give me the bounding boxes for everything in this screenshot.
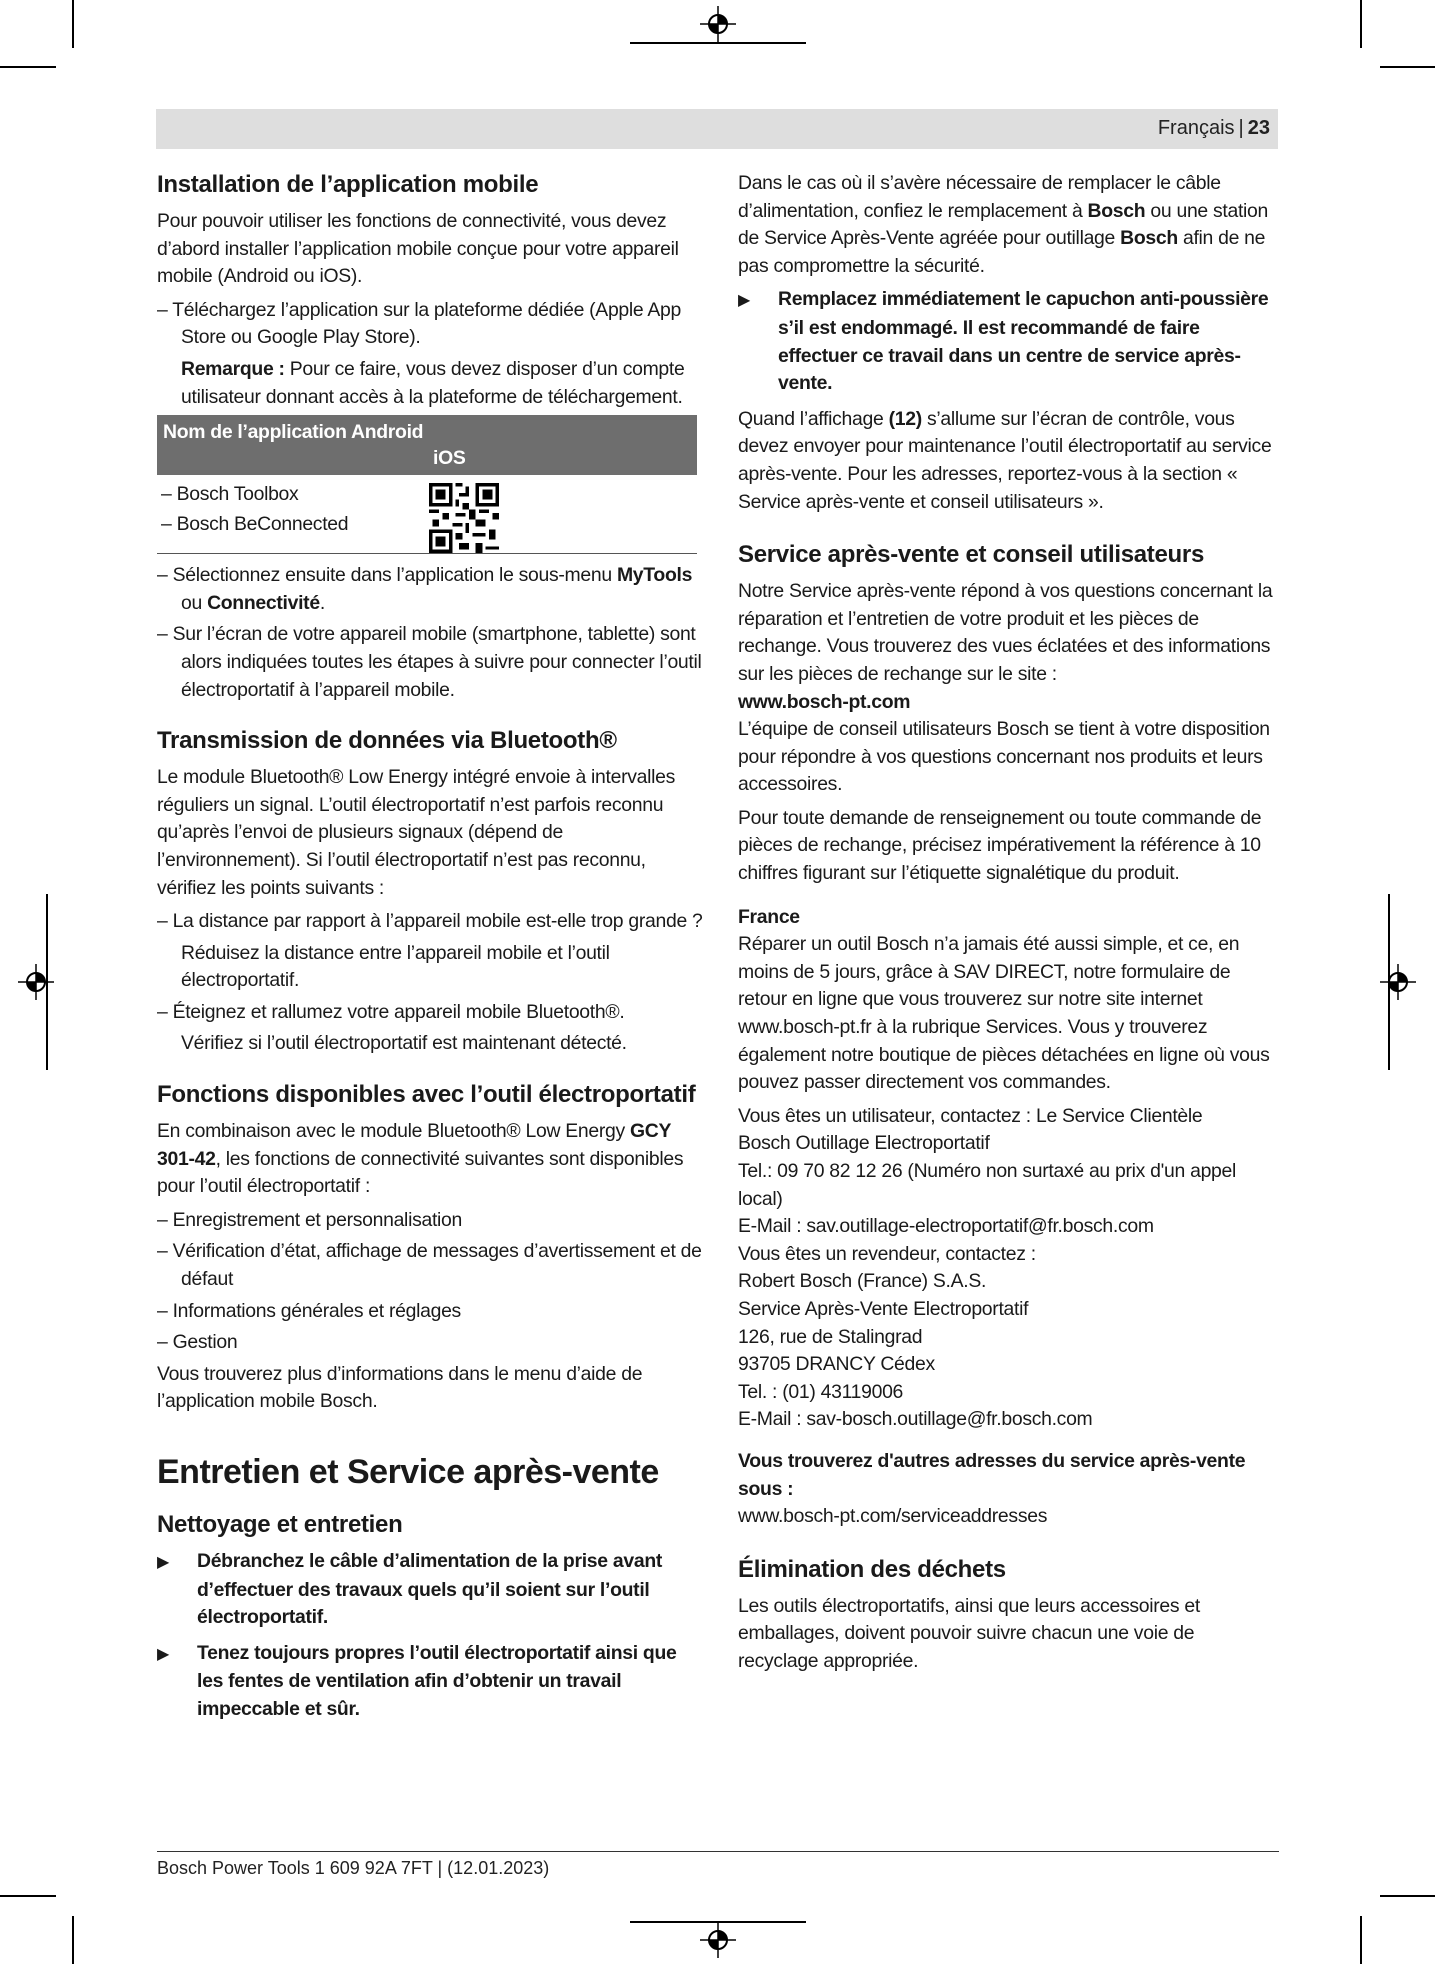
warning-text: Débranchez le câble d’alimentation de la prise avant d’effectuer des travaux quels qu’il soient sur l’outil électroportatif. bbox=[197, 1550, 663, 1629]
list-item: – Vérification d’état, affichage de messages d’avertissement et de défaut bbox=[157, 1240, 702, 1291]
item-reference: (12) bbox=[888, 407, 922, 430]
list-item: – Sur l’écran de votre appareil mobile (smartphone, tablette) sont alors indiquées toutes les étapes à suivre pour connecter l’outil électroportatif à l’appareil mobile. bbox=[157, 623, 702, 701]
text-run: afin de ne pas compromettre la sécurité. bbox=[738, 227, 1266, 277]
triangle-bullet-icon: ▶ bbox=[157, 1645, 170, 1663]
list-item: – Téléchargez l’application sur la plateforme dédiée (Apple App Store ou Google Play Store). bbox=[157, 298, 682, 349]
table-head-android: Nom de l’application Android bbox=[163, 421, 424, 444]
list-item bbox=[157, 562, 707, 617]
list-item: – Gestion bbox=[157, 1331, 238, 1354]
paragraph bbox=[738, 406, 1278, 516]
registration-mark-icon bbox=[700, 1922, 736, 1958]
warning-item bbox=[738, 286, 1278, 397]
list-item: – Informations générales et réglages bbox=[157, 1299, 461, 1322]
paragraph: Pour pouvoir utiliser les fonctions de connectivité, vous devez d’abord installer l’application mobile conçue pour votre appareil mobile (Android ou iOS). bbox=[157, 210, 679, 288]
brand-name: Bosch bbox=[1087, 199, 1146, 222]
section-title-service: Service après-vente et conseil utilisateurs bbox=[738, 541, 1204, 569]
app-table-body bbox=[157, 475, 697, 553]
contact-line: Bosch Outillage Electroportatif bbox=[738, 1132, 990, 1155]
page-footer: Bosch Power Tools 1 609 92A 7FT | (12.01.2023) bbox=[157, 1858, 550, 1878]
app-table-header bbox=[157, 415, 697, 475]
crop-mark bbox=[72, 1916, 74, 1964]
text-run: Dans le cas où il s’avère nécessaire de remplacer le câble d’alimentation, confiez le remplacement à bbox=[738, 172, 1221, 222]
crop-mark bbox=[72, 0, 74, 48]
note bbox=[157, 356, 707, 411]
page-header-label: Français | 23 bbox=[1157, 117, 1270, 139]
page-number: 23 bbox=[1247, 117, 1270, 139]
menu-name: Connectivité bbox=[207, 591, 320, 614]
text-run: – Sélectionnez ensuite dans l’application le sous-menu bbox=[157, 564, 617, 587]
contact-dealer bbox=[738, 1241, 1278, 1434]
table-row: – Bosch Toolbox bbox=[161, 483, 299, 506]
text-run: . bbox=[319, 591, 325, 614]
crop-mark bbox=[1360, 1916, 1362, 1964]
list-item: – La distance par rapport à l’appareil mobile est-elle trop grande ? bbox=[157, 910, 703, 933]
header-language: Français bbox=[1157, 117, 1235, 139]
section-title-functions: Fonctions disponibles avec l’outil électroportatif bbox=[157, 1081, 696, 1109]
contact-line: E-Mail : sav-bosch.outillage@fr.bosch.com bbox=[738, 1408, 1093, 1431]
app-table bbox=[157, 415, 697, 554]
list-subitem: Vérifiez si l’outil électroportatif est maintenant détecté. bbox=[181, 1032, 627, 1055]
product-model: GCY 301-42 bbox=[157, 1120, 671, 1170]
crop-mark bbox=[1380, 1895, 1435, 1897]
warning-text: Tenez toujours propres l’outil électroportatif ainsi que les fentes de ventilation afin d’obtenir un travail impeccable et sûr. bbox=[197, 1641, 677, 1720]
text-run: , les fonctions de connectivité suivantes sont disponibles pour l’outil électroportatif : bbox=[157, 1147, 684, 1198]
contact-line: Vous êtes un utilisateur, contactez : Le Service Clientèle bbox=[738, 1104, 1203, 1127]
brand-name: Bosch bbox=[1120, 227, 1178, 250]
warning-item bbox=[157, 1548, 707, 1632]
contact-line: Tel. : (01) 43119006 bbox=[738, 1380, 904, 1403]
contact-line: Tel.: 09 70 82 12 26 (Numéro non surtaxé au prix d'un appel local) bbox=[738, 1160, 1237, 1210]
other-addresses-url: www.bosch-pt.com/serviceaddresses bbox=[738, 1505, 1048, 1528]
registration-mark-icon bbox=[700, 6, 736, 42]
section-title-install: Installation de l’application mobile bbox=[157, 171, 539, 198]
paragraph: Notre Service après-vente répond à vos questions concernant la réparation et l’entretien de votre produit et les pièces de rechange. Vous trouverez des vues éclatées et des informations sur les pièces de rechange sur le site : bbox=[738, 580, 1273, 685]
list-item: – Éteignez et rallumez votre appareil mobile Bluetooth®. bbox=[157, 1000, 625, 1023]
text-run: En combinaison avec le module Bluetooth® Low Energy bbox=[157, 1120, 630, 1143]
crop-mark bbox=[0, 66, 56, 68]
triangle-bullet-icon: ▶ bbox=[738, 292, 751, 310]
paragraph bbox=[157, 1118, 707, 1201]
footer-divider bbox=[157, 1851, 1279, 1852]
country-title-france: France bbox=[738, 905, 800, 928]
contact-user bbox=[738, 1103, 1278, 1241]
paragraph bbox=[738, 170, 1278, 280]
paragraph: Réparer un outil Bosch n’a jamais été aussi simple, et ce, en moins de 5 jours, grâce à SAV DIRECT, notre formulaire de retour en ligne que vous trouverez sur notre site internet www.bosch-pt.fr à la rubrique Services. Vous y trouverez également notre boutique de pièces détachées en ligne où vous pouvez passer directement vos commandes. bbox=[738, 933, 1270, 1094]
list-item: – Enregistrement et personnalisation bbox=[157, 1208, 463, 1231]
registration-mark-icon bbox=[1380, 964, 1416, 1000]
chapter-title-maintenance: Entretien et Service après-vente bbox=[157, 1453, 659, 1491]
text-run: Quand l’affichage bbox=[738, 407, 889, 430]
registration-mark-icon bbox=[18, 964, 54, 1000]
paragraph: L’équipe de conseil utilisateurs Bosch se tient à votre disposition pour répondre à vos questions concernant nos produits et leurs accessoires. bbox=[738, 718, 1270, 796]
paragraph: Vous trouverez plus d’informations dans le menu d’aide de l’application mobile Bosch. bbox=[157, 1362, 643, 1413]
contact-line: E-Mail : sav.outillage-electroportatif@fr.bosch.com bbox=[738, 1215, 1154, 1238]
crop-mark bbox=[1380, 66, 1435, 68]
menu-name: MyTools bbox=[616, 564, 693, 587]
warning-item bbox=[157, 1640, 707, 1724]
list-subitem: Réduisez la distance entre l’appareil mobile et l’outil électroportatif. bbox=[181, 941, 610, 992]
contact-line: 126, rue de Stalingrad bbox=[738, 1325, 923, 1348]
note-label: Remarque : bbox=[181, 357, 285, 380]
paragraph: Le module Bluetooth® Low Energy intégré envoie à intervalles réguliers un signal. L’outil électroportatif n’est parfois reconnu qu’après l’envoi de plusieurs signaux (dépend de l’environnement). Si l’outil électroportatif n’est pas reconnu, vérifiez les points suivants : bbox=[157, 766, 676, 899]
section-title-disposal: Élimination des déchets bbox=[738, 1555, 1006, 1583]
page-header bbox=[156, 109, 1278, 149]
note-text: Pour ce faire, vous devez disposer d’un compte utilisateur donnant accès à la plateforme de téléchargement. bbox=[181, 357, 685, 408]
left-column bbox=[157, 170, 707, 1732]
other-addresses-title: Vous trouverez d'autres adresses du service après-vente sous : bbox=[738, 1449, 1246, 1500]
crop-mark bbox=[0, 1895, 56, 1897]
paragraph: Les outils électroportatifs, ainsi que leurs accessoires et emballages, doivent pouvoir suivre chacun une voie de recyclage appropriée. bbox=[738, 1594, 1200, 1672]
warning-text: Remplacez immédiatement le capuchon anti-poussière s’il est endommagé. Il est recommandé de faire effectuer ce travail dans un centre de service après-vente. bbox=[778, 288, 1269, 395]
section-title-bluetooth: Transmission de données via Bluetooth® bbox=[157, 727, 617, 755]
section-title-cleaning: Nettoyage et entretien bbox=[157, 1511, 403, 1538]
paragraph: Pour toute demande de renseignement ou toute commande de pièces de rechange, précisez impérativement la référence à 10 chiffres figurant sur l’étiquette signalétique du produit. bbox=[738, 806, 1262, 885]
contact-line: Robert Bosch (France) S.A.S. bbox=[738, 1270, 987, 1293]
crop-mark bbox=[1360, 0, 1362, 48]
triangle-bullet-icon: ▶ bbox=[157, 1554, 170, 1571]
contact-line: Service Après-Vente Electroportatif bbox=[738, 1297, 1029, 1320]
table-head-ios: iOS bbox=[433, 447, 466, 470]
crop-mark bbox=[630, 42, 806, 44]
text-run: ou bbox=[181, 591, 208, 614]
service-url: www.bosch-pt.com bbox=[738, 690, 911, 713]
contact-line: 93705 DRANCY Cédex bbox=[738, 1353, 935, 1376]
text-run: ou une station de Service Après-Vente agréée pour outillage bbox=[738, 199, 1269, 250]
right-column bbox=[738, 170, 1278, 1682]
contact-line: Vous êtes un revendeur, contactez : bbox=[738, 1242, 1036, 1265]
table-row: – Bosch BeConnected bbox=[161, 513, 349, 536]
qr-code-icon bbox=[429, 483, 499, 553]
text-run: s’allume sur l’écran de contrôle, vous devez envoyer pour maintenance l’outil électroportatif au service après-vente. Pour les adresses, reportez-vous à la section « Service après-vente et conseil utilisateurs ». bbox=[738, 407, 1272, 513]
